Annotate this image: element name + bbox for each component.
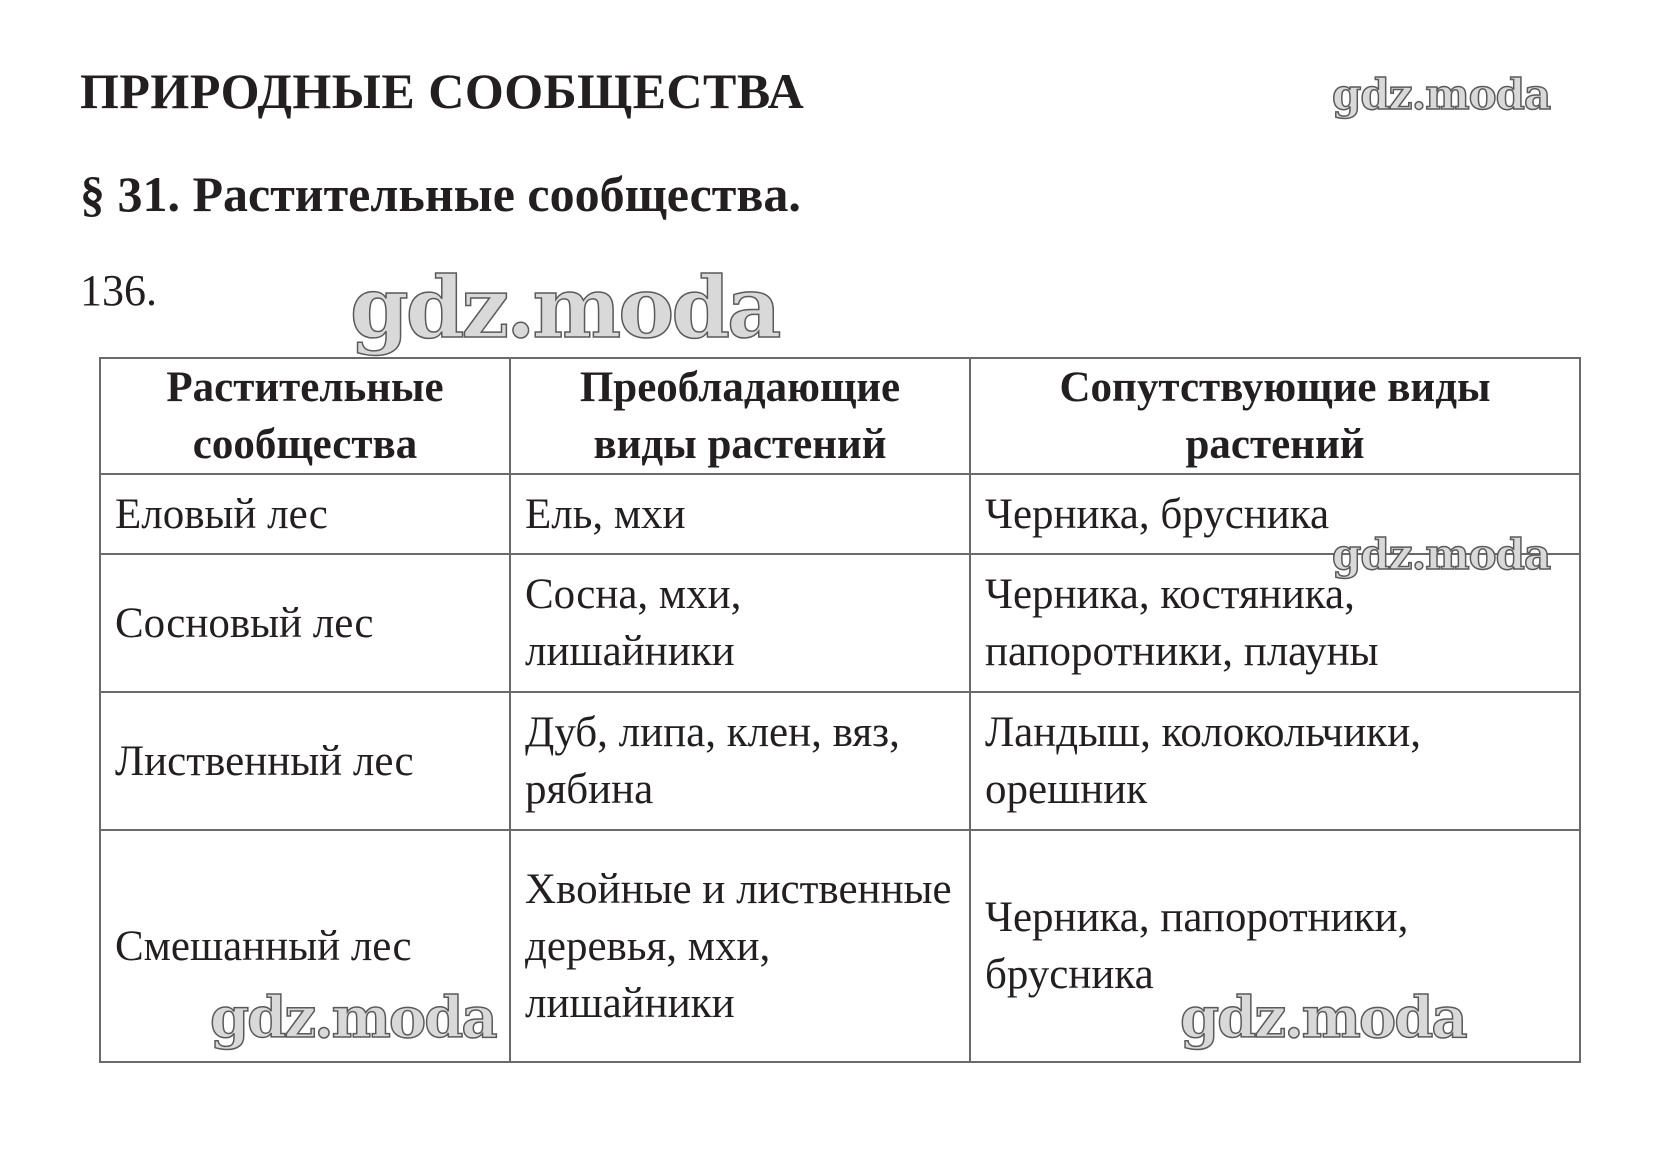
task-number: 136. [80,266,157,315]
header-communities: Растительные сообщества [100,358,510,474]
cell-dominant: Сосна, мхи, лишайники [510,554,970,692]
plant-communities-table [99,357,1581,1063]
header-accompanying-species: Сопутствующие виды растений [970,358,1580,474]
watermark-logo: gdz.moda [1332,70,1551,119]
cell-dominant: Ель, мхи [510,474,970,554]
cell-community: Еловый лес [100,474,510,554]
chapter-title: ПРИРОДНЫЕ СООБЩЕСТВА [80,63,805,119]
table-header-row [100,358,1580,474]
cell-accompanying: Черника, брусника [970,474,1580,554]
header-dominant-species: Преобладающие виды растений [510,358,970,474]
cell-dominant: Дуб, липа, клен, вяз, рябина [510,692,970,830]
cell-community: Лиственный лес [100,692,510,830]
cell-accompanying: Черника, костяника, папоротники, плауны [970,554,1580,692]
section-title: § 31. Растительные сообщества. [80,166,801,222]
cell-community: Сосновый лес [100,554,510,692]
cell-accompanying: Черника, папоротники, брусника [970,830,1580,1062]
table-row [100,692,1580,830]
cell-accompanying: Ландыш, колокольчики, орешник [970,692,1580,830]
watermark-logo: gdz.moda [1180,985,1466,1051]
watermark-logo: gdz.moda [1332,530,1551,579]
cell-community: Смешанный лес [100,830,510,1062]
watermark-logo: gdz.moda [350,258,779,357]
cell-dominant: Хвойные и лиственные деревья, мхи, лишайники [510,830,970,1062]
watermark-logo: gdz.moda [210,985,496,1051]
